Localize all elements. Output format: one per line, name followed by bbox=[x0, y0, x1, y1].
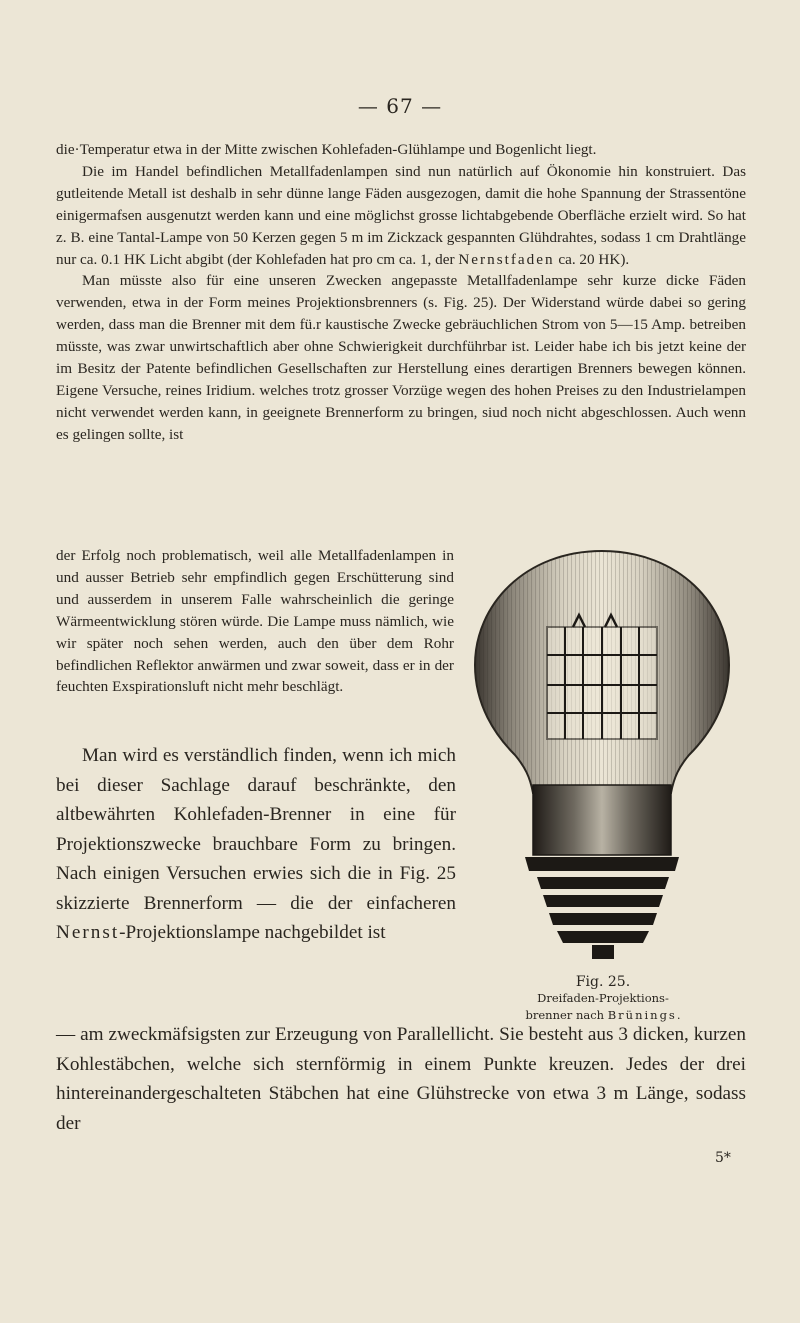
paragraph-2 bbox=[56, 161, 746, 271]
screw-base bbox=[525, 857, 679, 959]
body-text-large bbox=[56, 741, 456, 948]
paragraph-5-text: Man wird es verständlich finden, wenn ich mich bei dieser Sachlage darauf beschränkte, den altbewährten Kohlefaden-Brenner in eine für Projektionszwecke brauchbare Form zu bringen. Nach einigen Versuchen erwies sich die in Fig. 25 skizzierte Brennerform — die der einfacheren bbox=[56, 745, 456, 914]
figure-number: Fig. 25. bbox=[575, 974, 631, 990]
paragraph-2-text: Die im Handel befindlichen Metallfadenlampen sind nun natürlich auf Ökonomie hin konstruiert. Das gutleitende Metall ist deshalb in sehr dünne lange Fäden ausgezogen, damit die hohe Spannung der Strassentöne einigermafsen ausgenutzt werden kann und eine möglichst grosse lichtabgebende Oberfläche erzielt wird. So hat z. B. eine Tantal-Lampe von 50 Kerzen gegen 5 m im Zickzack gespannten Glühdrahtes, sodass 1 cm Drahtlänge nur ca. 0.1 HK Licht abgibt (der Kohlefaden hat pro cm ca. 1, der bbox=[56, 162, 746, 268]
caption-prefix: brenner nach bbox=[525, 1008, 608, 1022]
large-nernst-word: Nernst bbox=[56, 922, 120, 943]
body-text-top bbox=[56, 139, 746, 446]
caption-author: Brünings bbox=[607, 1008, 677, 1022]
body-text-large-full bbox=[56, 1020, 746, 1138]
nernst-word: Nernstfaden bbox=[458, 250, 555, 268]
lamp-neck bbox=[533, 785, 671, 855]
caption-end: . bbox=[676, 1008, 681, 1022]
large-nernst-tail: -Projektionslampe nachgebildet ist bbox=[119, 922, 386, 943]
paragraph-1: die·Temperatur etwa in der Mitte zwischen Kohlefaden-Glühlampe und Bogenlicht liegt. bbox=[56, 141, 597, 158]
figure-25 bbox=[455, 545, 750, 1025]
page-number: — 67 — bbox=[357, 94, 443, 118]
body-text-wrap bbox=[56, 545, 454, 698]
nernst-tail: ca. 20 HK). bbox=[554, 250, 630, 268]
paragraph-4: der Erfolg noch problematisch, weil alle Metallfadenlampen in und ausser Betrieb sehr empfindlich gegen Erschütterung sind und ausserdem in unserem Falle wahrscheinlich die geringe Wärmeentwicklung stören würde. Die Lampe muss nämlich, wie wir später noch sehen werden, auch den über dem Rohr befindlichen Reflektor anwärmen und zwar soweit, dass er in der feuchten Exspirationsluft nicht mehr beschlägt. bbox=[56, 547, 454, 696]
paragraph-6: — am zweckmäfsigsten zur Erzeugung von Parallellicht. Sie besteht aus 3 dicken, kurzen Kohlestäbchen, welche sich sternförmig in einem Punkte kreuzen. Jedes der drei hintereinandergeschalteten Stäbchen hat eine Glühstrecke von etwa 3 m Länge, sodass der bbox=[56, 1024, 746, 1134]
lamp-illustration bbox=[455, 545, 750, 965]
figure-caption bbox=[448, 974, 758, 1024]
signature-mark: 5* bbox=[715, 1150, 731, 1166]
paragraph-5 bbox=[56, 741, 456, 948]
figure-caption-line1: Dreifaden-Projektions- bbox=[537, 991, 669, 1005]
paragraph-3: Man müsste also für eine unseren Zwecken angepasste Metallfadenlampe sehr kurze dicke Fäden verwenden, etwa in der Form meines Projektionsbrenners (s. Fig. 25). Der Widerstand würde dabei so gering werden, dass man die Brenner mit dem fü.r kaustische Zwecke gebräuchlichen Strom von 5—15 Amp. betreiben müsste, was zwar unwirtschaftlich aber ohne Schwierigkeit durchführbar ist. Leider habe ich bis jetzt keine der im Besitz der Patente befindlichen Gesellschaften zur Herstellung eines derartigen Brenners bewegen können. Eigene Versuche, reines Iridium. welches trotz grosser Vorzüge wegen des hohen Preises zu den Industrielampen nicht verwendet werden kann, in geeignete Brennerform zu bringen, siud noch nicht abgeschlossen. Auch wenn es gelingen sollte, ist bbox=[56, 272, 746, 443]
figure-caption-line2 bbox=[448, 1007, 758, 1024]
filament bbox=[547, 615, 657, 739]
